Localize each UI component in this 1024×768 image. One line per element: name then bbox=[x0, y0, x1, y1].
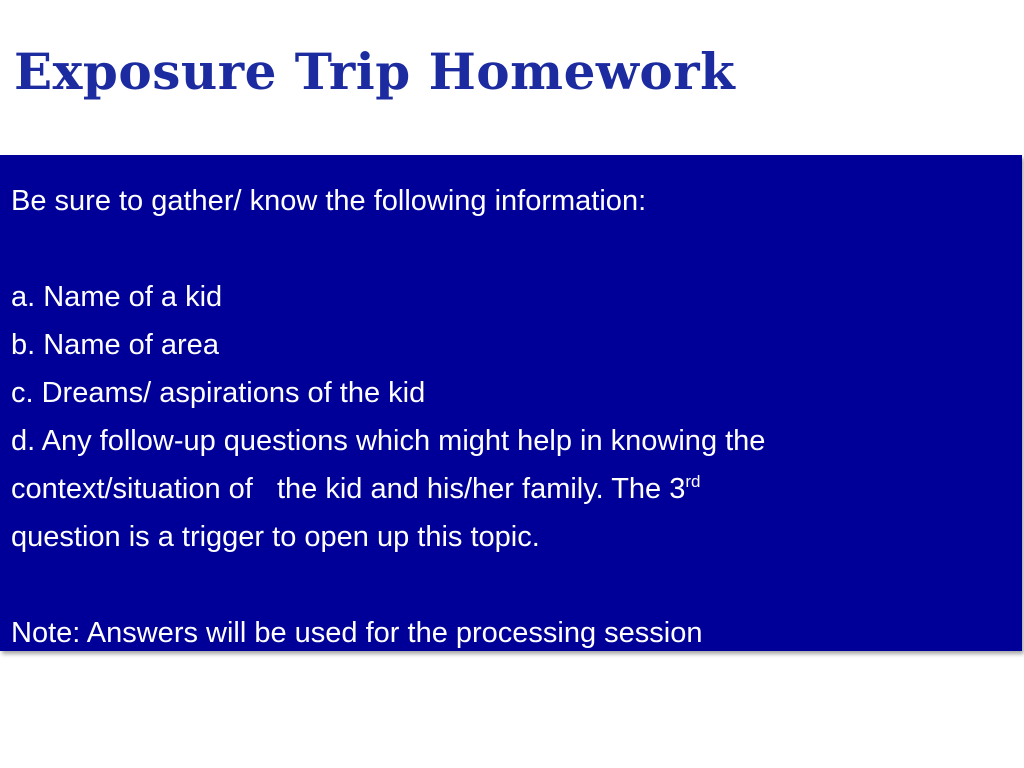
list-item-b: b. Name of area bbox=[11, 329, 219, 361]
ordinal-suffix: rd bbox=[685, 472, 701, 491]
list-item-d-continuation bbox=[11, 465, 1012, 513]
content-box bbox=[0, 155, 1022, 651]
list-item-d: d. Any follow-up questions which might help in knowing the bbox=[11, 425, 766, 457]
blank-line bbox=[11, 561, 1012, 609]
intro-text: Be sure to gather/ know the following information: bbox=[11, 185, 647, 217]
list-item-a: a. Name of a kid bbox=[11, 281, 223, 313]
list-item-c: c. Dreams/ aspirations of the kid bbox=[11, 377, 426, 409]
slide-title: Exposure Trip Homework bbox=[14, 42, 736, 101]
list-item-d-line2-text: context/situation of the kid and his/her family. The 3 bbox=[11, 473, 686, 505]
note-text: Note: Answers will be used for the processing session bbox=[11, 617, 703, 649]
list-item-d-line3: question is a trigger to open up this topic. bbox=[11, 521, 540, 553]
blank-line bbox=[11, 225, 1012, 273]
